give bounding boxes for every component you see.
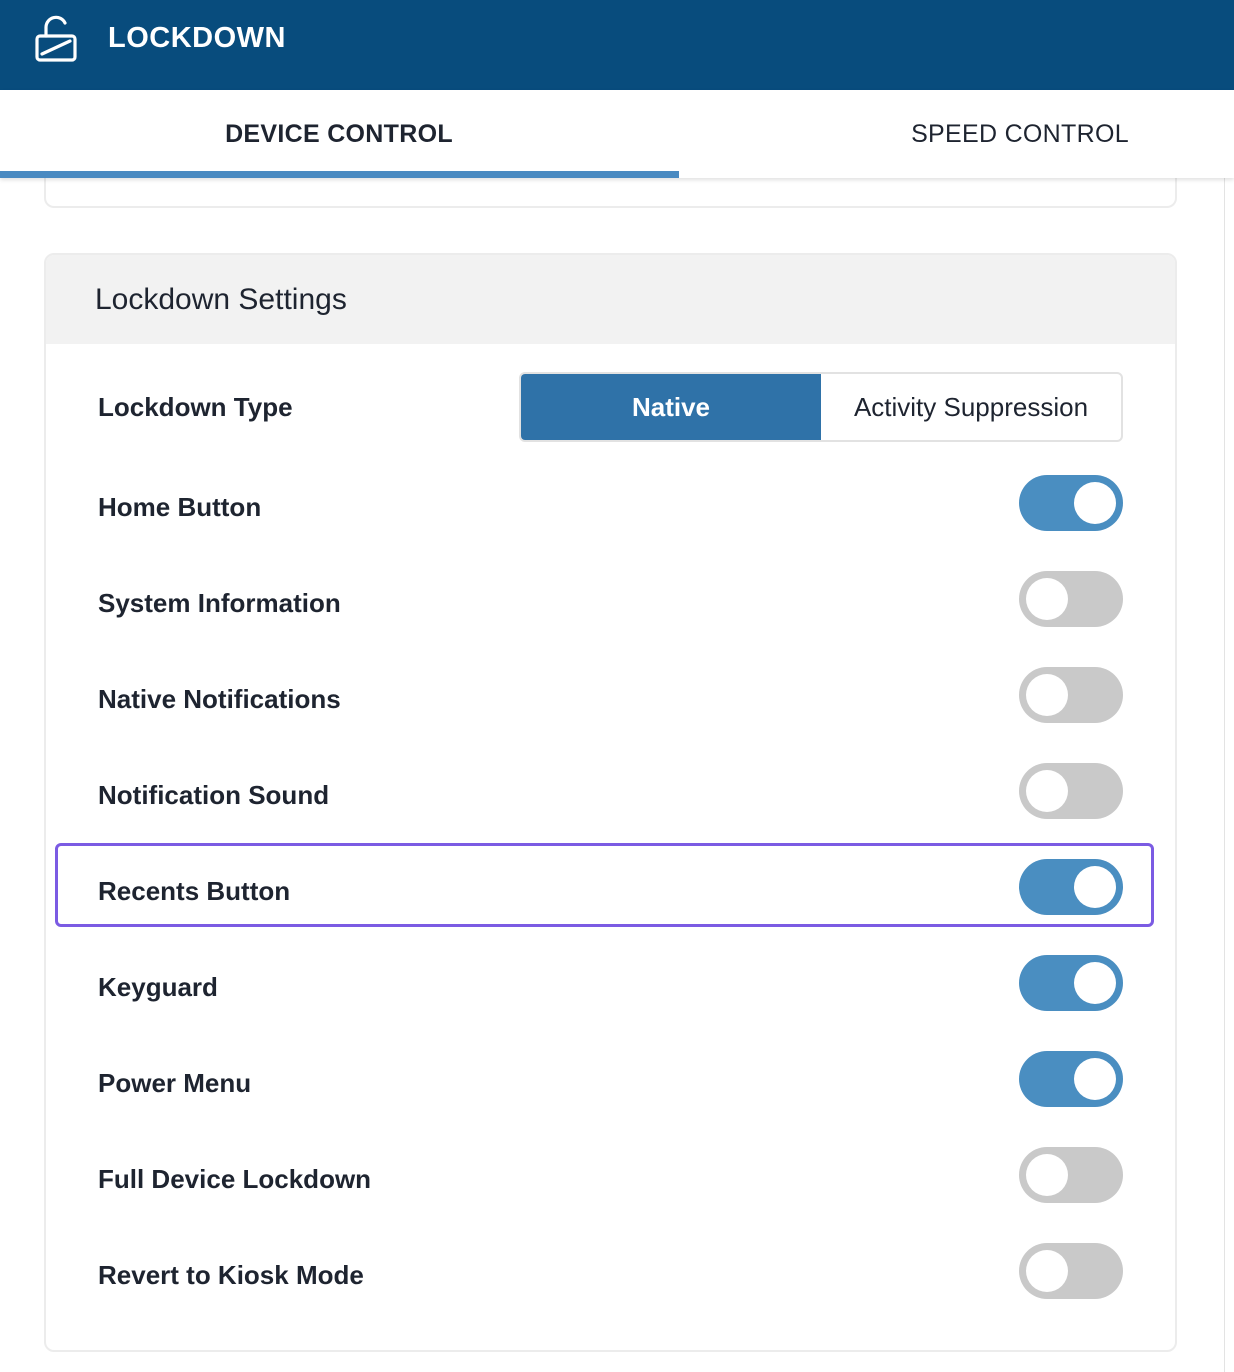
tab-bar bbox=[0, 90, 1234, 178]
setting-label-home-button: Home Button bbox=[98, 492, 262, 522]
toggle-native-notifications[interactable] bbox=[1019, 667, 1123, 723]
setting-label-power-menu: Power Menu bbox=[98, 1068, 252, 1098]
setting-label-native-notifications: Native Notifications bbox=[98, 684, 341, 714]
setting-label-notification-sound: Notification Sound bbox=[98, 780, 330, 810]
toggle-revert-to-kiosk-mode[interactable] bbox=[1019, 1243, 1123, 1299]
setting-label-revert-to-kiosk-mode: Revert to Kiosk Mode bbox=[98, 1260, 364, 1290]
toggle-knob bbox=[1026, 578, 1068, 620]
setting-label-keyguard: Keyguard bbox=[98, 972, 218, 1002]
toggle-power-menu[interactable] bbox=[1019, 1051, 1123, 1107]
toggle-knob bbox=[1026, 1154, 1068, 1196]
tab-device-control[interactable]: DEVICE CONTROL bbox=[225, 119, 453, 148]
option-activity-suppression[interactable]: Activity Suppression bbox=[853, 391, 1089, 422]
setting-label-recents-button: Recents Button bbox=[98, 876, 291, 906]
option-native[interactable]: Native bbox=[521, 374, 821, 440]
setting-label-system-information: System Information bbox=[98, 588, 341, 618]
card-header bbox=[46, 255, 1175, 344]
toggle-knob bbox=[1074, 482, 1116, 524]
toggle-knob bbox=[1026, 1250, 1068, 1292]
lock-open-icon bbox=[34, 14, 78, 62]
toggle-full-device-lockdown[interactable] bbox=[1019, 1147, 1123, 1203]
scroll-divider bbox=[1224, 178, 1225, 1372]
toggle-knob bbox=[1026, 674, 1068, 716]
toggle-knob bbox=[1074, 1058, 1116, 1100]
setting-label-full-device-lockdown: Full Device Lockdown bbox=[98, 1164, 372, 1194]
toggle-keyguard[interactable] bbox=[1019, 955, 1123, 1011]
toggle-system-information[interactable] bbox=[1019, 571, 1123, 627]
toggle-home-button[interactable] bbox=[1019, 475, 1123, 531]
toggle-notification-sound[interactable] bbox=[1019, 763, 1123, 819]
app-header bbox=[0, 0, 1234, 90]
tab-speed-control[interactable]: SPEED CONTROL bbox=[911, 119, 1129, 148]
toggle-recents-button[interactable] bbox=[1019, 859, 1123, 915]
section-title: Lockdown Settings bbox=[95, 283, 347, 316]
toggle-knob bbox=[1074, 962, 1116, 1004]
app-title: LOCKDOWN bbox=[108, 22, 286, 54]
lockdown-type-selector bbox=[519, 372, 1123, 442]
toggle-knob bbox=[1074, 866, 1116, 908]
toggle-knob bbox=[1026, 770, 1068, 812]
active-tab-indicator bbox=[0, 171, 679, 178]
lockdown-type-label: Lockdown Type bbox=[98, 392, 293, 422]
